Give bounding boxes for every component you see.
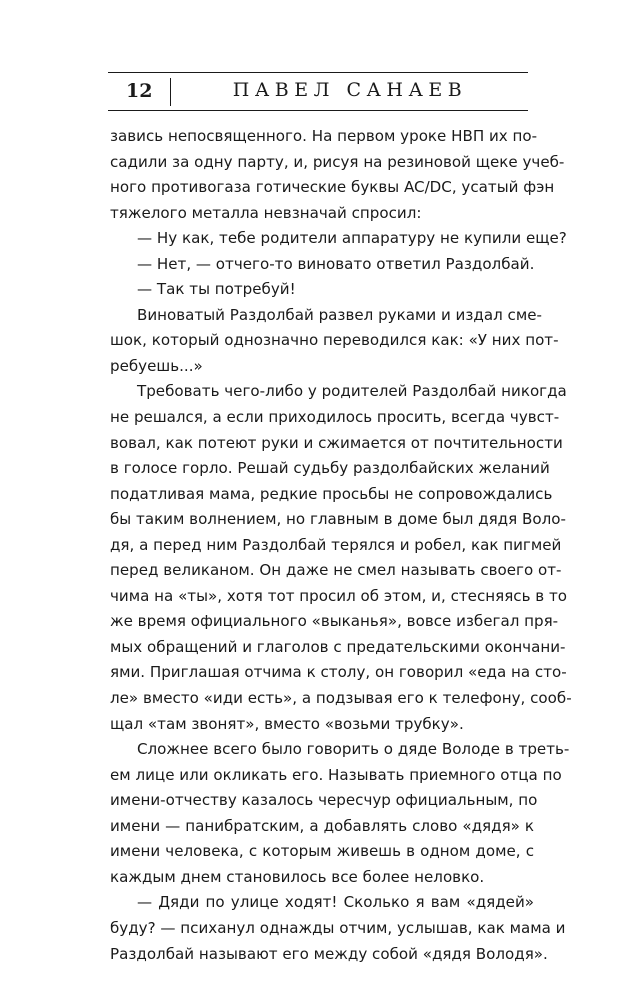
text-line: — Дяди по улице ходят! Сколько я вам «дядей» — [137, 893, 534, 912]
header-divider — [170, 78, 171, 106]
text-line: буду? — психанул однажды отчим, услышав, как мама и — [110, 918, 566, 937]
body-text — [110, 124, 572, 967]
text-line: — Так ты потребуй! — [137, 280, 296, 299]
text-line: Требовать чего-либо у родителей Раздолбай никогда — [137, 382, 567, 401]
text-line: ями. Приглашая отчима к столу, он говорил «еда на сто- — [110, 663, 567, 682]
text-line: садили за одну парту, и, рисуя на резиновой щеке учеб- — [110, 152, 565, 171]
text-line: перед великаном. Он даже не смел называть своего от- — [110, 561, 562, 580]
page-number: 12 — [126, 80, 153, 102]
text-line: же время официального «выканья», вовсе избегал пря- — [110, 612, 559, 631]
text-line: бы таким волнением, но главным в доме был дядя Воло- — [110, 510, 566, 529]
text-line: — Нет, — отчего-то виновато ответил Раздолбай. — [137, 254, 535, 273]
text-line: чима на «ты», хотя тот просил об этом, и, стесняясь в то — [110, 586, 567, 605]
text-line: — Ну как, тебе родители аппаратуру не купили еще? — [137, 229, 567, 248]
text-line: завись непосвященного. На первом уроке НВП их по- — [110, 127, 538, 145]
text-line: ребуешь...» — [110, 356, 203, 375]
header-bottom-rule — [108, 110, 528, 111]
text-line: мых обращений и глаголов с предательскими окончани- — [110, 637, 566, 656]
text-line: податливая мама, редкие просьбы не сопровождались — [110, 484, 553, 503]
running-header — [108, 72, 528, 112]
running-head-author: ПАВЕЛ САНАЕВ — [232, 79, 468, 101]
text-line: не решался, а если приходилось просить, всегда чувст- — [110, 408, 560, 427]
text-line: имени человека, с которым живешь в одном доме, с — [110, 842, 534, 861]
text-line: Сложнее всего было говорить о дяде Володе в треть- — [137, 740, 570, 759]
text-line: имени — панибратским, а добавлять слово «дядя» к — [110, 816, 534, 835]
text-line: щал «там звонят», вместо «возьми трубку». — [110, 714, 464, 733]
text-line: дя, а перед ним Раздолбай терялся и робел, как пигмей — [110, 535, 562, 554]
text-line: ного противогаза готические буквы AC/DC, усатый фэн — [110, 178, 555, 197]
text-line: Раздолбай называют его между собой «дядя Володя». — [110, 944, 548, 963]
text-line: ем лице или окликать его. Называть приемного отца по — [110, 765, 562, 784]
text-line: вовал, как потеют руки и сжимается от почтительности — [110, 433, 563, 452]
text-line: имени-отчеству казалось чересчур официальным, по — [110, 791, 538, 810]
text-line: в голосе горло. Решай судьбу раздолбайских желаний — [110, 459, 550, 478]
header-top-rule — [108, 72, 528, 73]
text-line: каждым днем становилось все более неловко. — [110, 867, 485, 886]
text-line: Виноватый Раздолбай развел руками и издал сме- — [137, 305, 542, 324]
text-line: ле» вместо «иди есть», а подзывая его к телефону, сооб- — [110, 689, 572, 708]
text-line: шок, который однозначно переводился как: «У них пот- — [110, 331, 559, 350]
text-line: тяжелого металла невзначай спросил: — [110, 203, 422, 222]
